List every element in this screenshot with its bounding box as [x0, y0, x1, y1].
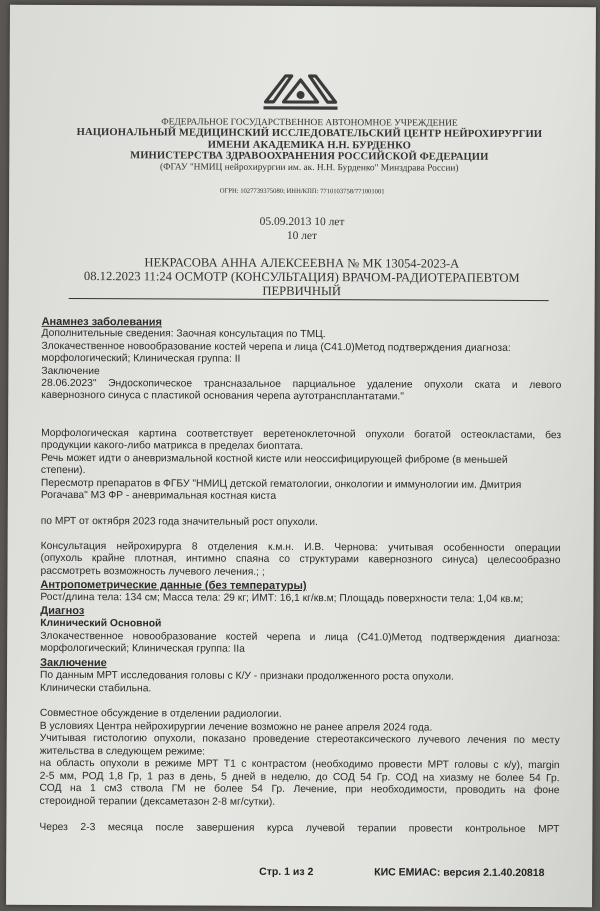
anamnesis-line: Рогачава" МЗ ФР - аневримальная костная киста — [40, 489, 277, 502]
conclusion-line: Через 2-3 месяца после завершения курса лучевой терапии провести контрольное МРТ — [39, 821, 560, 836]
conclusion-line: Совместное обсуждение в отделении радиологии. — [39, 707, 282, 720]
visit-type-line: ПЕРВИЧНЫЙ — [262, 283, 342, 299]
institution-logo — [261, 68, 339, 114]
anamnesis-line: Дополнительные сведения: Заочная консультация по ТМЦ. — [41, 327, 326, 341]
anamnesis-line: по МРТ от октября 2023 года значительный рост опухоли. — [40, 515, 318, 529]
anamnesis-line: 28.06.2023" Эндоскопическое трансназальное парциальное удаление опухоли ската и левого — [41, 377, 562, 392]
conclusion-line: 2-5 мм, РОД 1,8 Гр, 1 раз в день, 5 дней в неделю, до СОД 54 Гр. СОД на хиазму не более 54 Гр. — [39, 770, 560, 785]
diagnosis-line: морфологический; Клиническая группа: IIa — [40, 642, 245, 655]
anamnesis-heading: Анамнез заболевания — [41, 315, 162, 329]
org-line-5: (ФГАУ "НМИЦ нейрохирургии им. ак. Н.Н. Бурденко" Минздрава России) — [159, 162, 459, 174]
org-line-2: НАЦИОНАЛЬНЫЙ МЕДИЦИНСКИЙ ИССЛЕДОВАТЕЛЬСКИЙ ЦЕНТР НЕЙРОХИРУРГИИ — [76, 127, 543, 141]
conclusion-line: стероидной терапии (дексаметазон 2-8 мг/сутки). — [39, 795, 276, 808]
anamnesis-line: Злокачественное новообразование костей черепа и лица (С41.0)Метод подтверждения диагноза: — [41, 340, 511, 354]
org-ids: ОГРН: 1027739375080; ИНН/КПП: 7710103758/771001001 — [219, 187, 385, 196]
anamnesis-line: Консультация нейрохирурга 8 отделения к.м.н. И.В. Чернова: учитывая особенности операции — [40, 540, 561, 555]
system-version: КИС ЕМИАС: версия 2.1.40.20818 — [374, 866, 545, 880]
conclusion-line: на область опухоли в режиме МРТ Т1 с контрастом (необходимо провести МРТ головы с к/у), margin — [39, 757, 560, 772]
visit-line: 08.12.2023 11:24 ОСМОТР (КОНСУЛЬТАЦИЯ) ВРАЧОМ-РАДИОТЕРАПЕВТОМ — [83, 269, 520, 285]
anamnesis-line: (опухоль крайне плотная, интимно спаяна со структурами кавернозного синуса) целесообразно — [40, 552, 561, 567]
conclusion-line: СОД на 1 см3 ствола ГМ не более 54 Гр. Лечение, при необходимости, проводить на фоне — [39, 782, 560, 797]
birth-date-line: 05.09.2013 10 лет — [259, 215, 345, 229]
anamnesis-line: Пересмотр препаратов в ФГБУ "НМИЦ детской гематологии, онкологии и иммунологии им. Дмитрия — [40, 477, 522, 491]
org-line-4: МИНИСТЕРСТВА ЗДРАВООХРАНЕНИЯ РОССИЙСКОЙ ФЕДЕРАЦИИ — [130, 150, 489, 163]
anthropometry-heading: Антропометрические данные (без температуры) — [40, 578, 307, 593]
org-line-1: ФЕДЕРАЛЬНОЕ ГОСУДАРСТВЕННОЕ АВТОНОМНОЕ УЧРЕЖДЕНИЕ — [161, 117, 458, 129]
diagnosis-heading: Диагноз — [40, 604, 85, 618]
anamnesis-line: морфологический; Клиническая группа: II — [41, 352, 241, 365]
conclusion-line: По данным МРТ исследования головы с К/У - признаки продолженного роста опухоли. — [40, 669, 454, 683]
conclusion-line: жительства в следующем режиме: — [39, 745, 206, 758]
anamnesis-line: продукции какого-либо матрикса в пределах биоптата. — [41, 439, 304, 453]
anamnesis-line: Заключение — [41, 365, 100, 378]
conclusion-line: В условиях Центра нейрохирургии лечение возможно не ранее апреля 2024 года. — [39, 720, 433, 734]
document-page — [6, 5, 596, 908]
anthropometry-values: Рост/длина тела: 134 см; Масса тела: 29 кг; ИМТ: 16,1 кг/кв.м; Площадь поверхности тела: 1,04 кв.м; — [40, 591, 524, 605]
conclusion-line: Учитывая гистологию опухоли, показано проведение стереотаксического лучевого лечения по месту — [39, 732, 560, 747]
page-number: Стр. 1 из 2 — [259, 865, 314, 879]
anamnesis-line: Морфологическая картина соответствует веретеноклеточной опухоли богатой остеокластами, без — [41, 427, 562, 442]
diagnosis-subheading: Клинический Основной — [40, 617, 162, 630]
age-line: 10 лет — [286, 229, 318, 243]
diagnosis-line: Злокачественное новообразование костей черепа и лица (С41.0)Метод подтверждения диагноза: — [40, 630, 561, 645]
patient-name-line: НЕКРАСОВА АННА АЛЕКСЕЕВНА № МК 13054-2023-А — [144, 255, 460, 271]
anamnesis-line: Речь может идти о аневризмальной костной кисте или неоссифицирующей фиброме (в меньшей — [40, 452, 508, 466]
conclusion-line: Клинически стабильна. — [39, 682, 152, 695]
anamnesis-line: кавернозного синуса с пластикой основания черепа аутотрансплантатами." — [41, 389, 404, 403]
org-line-3: ИМЕНИ АКАДЕМИКА Н.Н. БУРДЕНКО — [207, 139, 412, 152]
conclusion-heading: Заключение — [40, 656, 107, 670]
anamnesis-line: степени). — [40, 464, 86, 477]
anamnesis-line: рассмотреть возможность лучевого лечения.; ; — [40, 565, 265, 578]
